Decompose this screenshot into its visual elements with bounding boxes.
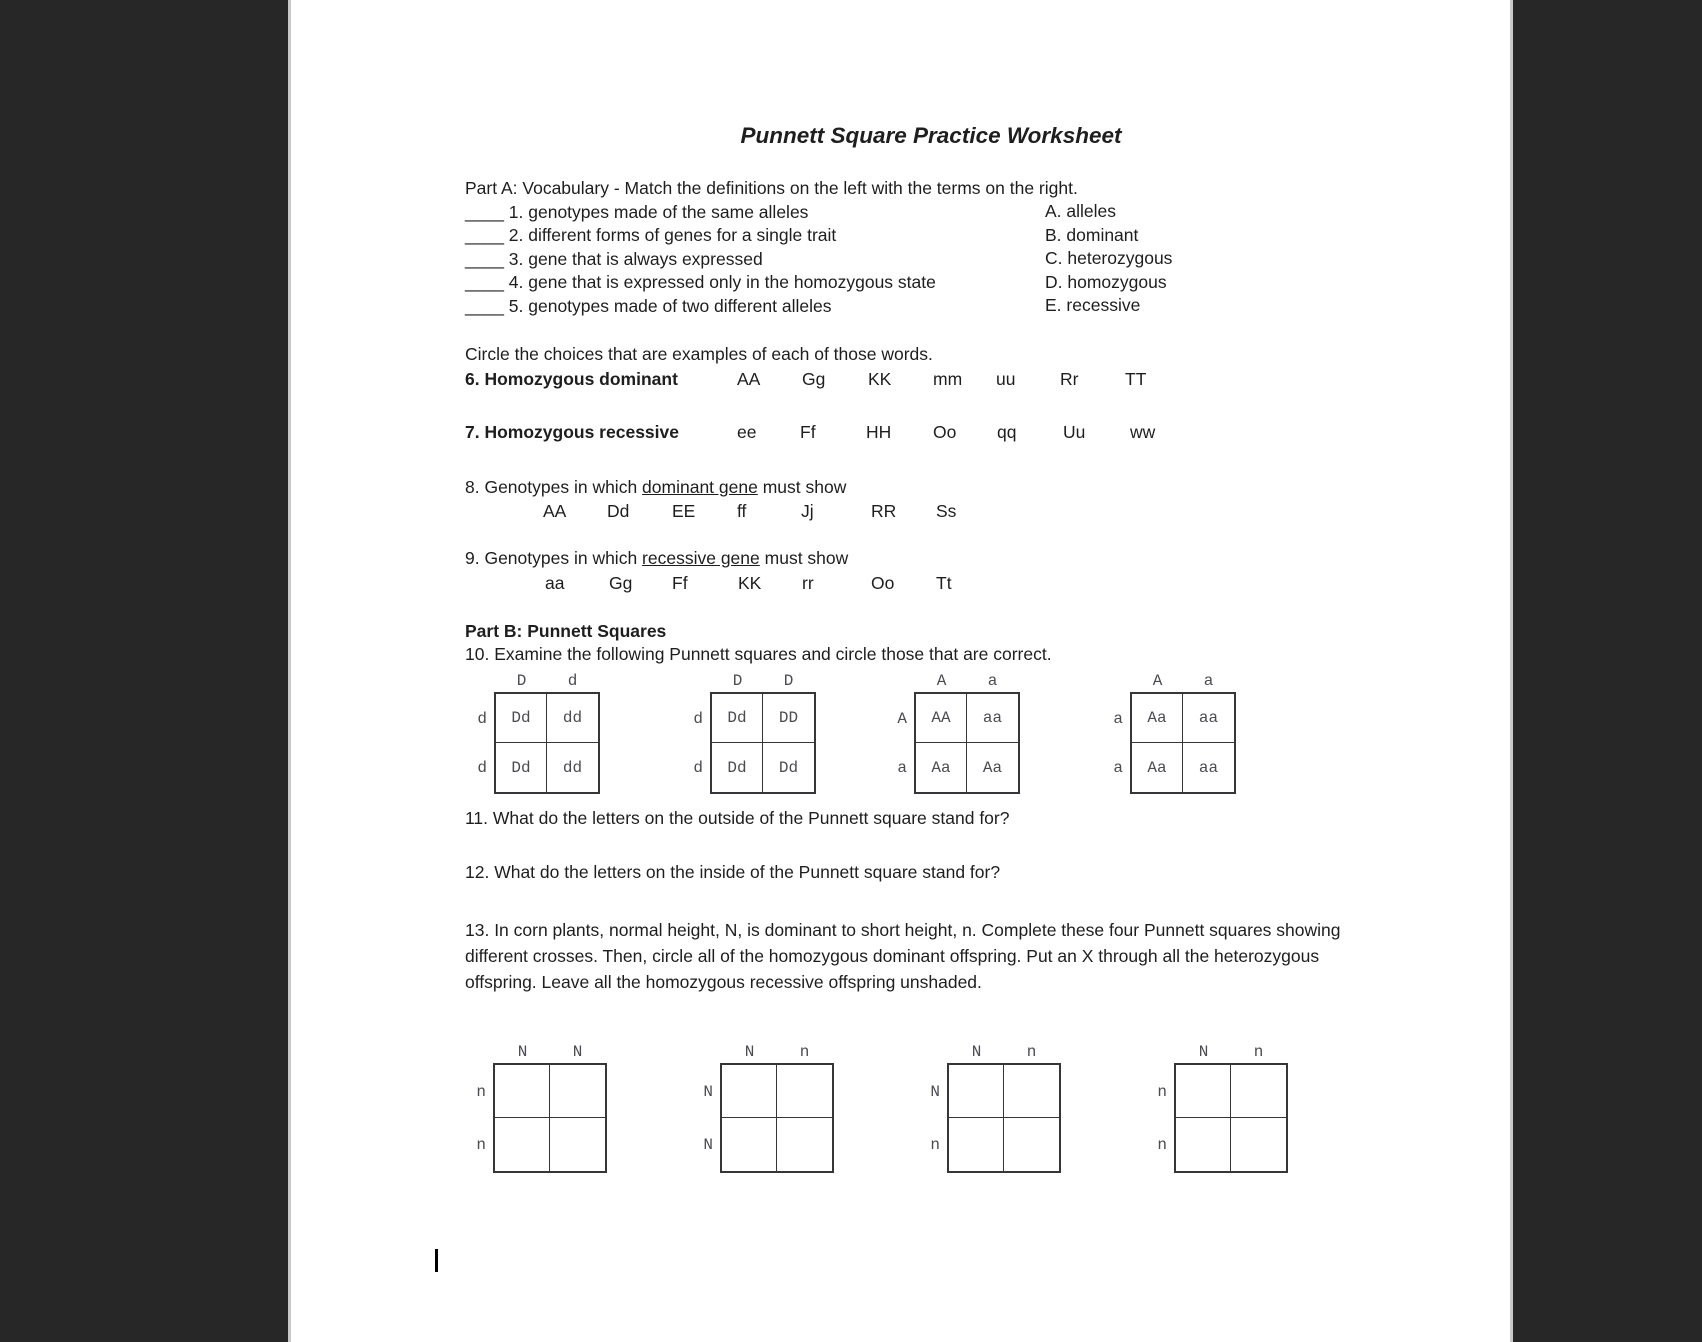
worksheet-title: Punnett Square Practice Worksheet xyxy=(740,123,1122,148)
punnett-cell: Aa xyxy=(916,743,967,792)
part-a-heading: Part A: Vocabulary - Match the definitions on the left with the terms on the right. xyxy=(465,178,1078,198)
q8-option: Dd xyxy=(607,501,630,521)
punnett-col-label: A xyxy=(936,672,947,690)
vocab-item-3: ____ 3. gene that is always expressed xyxy=(465,248,763,269)
q7-option: Uu xyxy=(1063,422,1086,442)
punnett-row-label: d xyxy=(477,709,487,728)
q6-option: uu xyxy=(996,369,1016,389)
q8-option: RR xyxy=(871,501,897,521)
punnett-col-label: d xyxy=(567,672,578,690)
punnett-cell: dd xyxy=(562,758,583,777)
q7-option: Oo xyxy=(933,422,957,442)
term-b: B. dominant xyxy=(1045,224,1139,245)
punnett-cell-empty[interactable] xyxy=(777,1118,832,1171)
punnett-cell: Aa xyxy=(982,758,1003,777)
punnett-cell-empty[interactable] xyxy=(1231,1118,1286,1171)
q9-option: Tt xyxy=(936,573,952,593)
punnett-grid xyxy=(914,692,1020,794)
punnett-row-label: d xyxy=(693,758,703,777)
punnett-row-label: d xyxy=(477,758,487,777)
question-7-row xyxy=(465,421,1465,444)
q9-suffix: must show xyxy=(759,548,849,568)
punnett-cell: Aa xyxy=(1132,694,1183,743)
q7-option: ee xyxy=(737,422,757,442)
punnett-square-q13-1 xyxy=(469,1043,607,1173)
punnett-grid xyxy=(720,1063,834,1173)
punnett-col-label: N xyxy=(1198,1043,1209,1061)
q7-option: ww xyxy=(1130,422,1156,442)
q9-option: Gg xyxy=(609,573,633,593)
punnett-row-label: n xyxy=(1157,1082,1167,1101)
punnett-cell-empty[interactable] xyxy=(722,1065,777,1118)
punnett-cell: DD xyxy=(763,694,814,743)
q9-option: Ff xyxy=(672,573,688,593)
term-e: E. recessive xyxy=(1045,295,1141,315)
punnett-col-label: n xyxy=(1026,1043,1037,1061)
punnett-row-label: N xyxy=(703,1135,713,1154)
punnett-cell: dd xyxy=(547,694,598,743)
q8-option: EE xyxy=(672,501,696,521)
q7-option: Ff xyxy=(800,422,816,442)
punnett-cell-empty[interactable] xyxy=(1004,1065,1059,1118)
punnett-cell: Dd xyxy=(712,743,763,792)
part-b-heading: Part B: Punnett Squares xyxy=(465,621,667,641)
q9-option: rr xyxy=(802,573,814,593)
vocab-item-4: ____ 4. gene that is expressed only in the homozygous state xyxy=(465,272,936,292)
punnett-col-label: n xyxy=(1253,1043,1264,1061)
q9-option: KK xyxy=(738,573,762,593)
punnett-cell: AA xyxy=(916,694,967,743)
punnett-grid xyxy=(710,692,816,794)
punnett-col-label: D xyxy=(516,672,527,690)
q8-option: Jj xyxy=(801,501,814,521)
q7-option: HH xyxy=(866,422,892,442)
punnett-square-q13-3 xyxy=(923,1043,1061,1173)
punnett-square-q10-2 xyxy=(686,671,816,794)
question-6-row xyxy=(465,368,1465,391)
punnett-col-label: a xyxy=(987,672,998,690)
punnett-cell-empty[interactable] xyxy=(722,1118,777,1171)
punnett-cell: Dd xyxy=(712,694,763,743)
punnett-cell: Dd xyxy=(496,743,547,792)
punnett-row-label: A xyxy=(897,709,907,728)
q8-option: AA xyxy=(543,501,567,521)
q6-option: Rr xyxy=(1060,369,1079,389)
punnett-row-label: N xyxy=(930,1082,940,1101)
q9-underlined: recessive gene xyxy=(642,548,760,568)
q6-option: AA xyxy=(737,369,761,389)
punnett-row-label: n xyxy=(930,1135,940,1154)
punnett-cell: Aa xyxy=(1132,743,1183,792)
punnett-row-label: a xyxy=(1113,709,1123,728)
punnett-col-label: N xyxy=(744,1043,755,1061)
punnett-cell: aa xyxy=(967,694,1018,743)
part-a-section xyxy=(465,177,1078,318)
punnett-cell-empty[interactable] xyxy=(495,1118,550,1171)
q6-option: Gg xyxy=(802,369,826,389)
punnett-square-q10-1 xyxy=(470,671,600,794)
punnett-cell-empty[interactable] xyxy=(1231,1065,1286,1118)
punnett-col-label: A xyxy=(1152,672,1163,690)
q6-option: mm xyxy=(933,369,963,389)
q6-option: KK xyxy=(868,369,892,389)
term-d: D. homozygous xyxy=(1045,271,1167,292)
circle-intro: Circle the choices that are examples of each of those words. xyxy=(465,344,933,364)
q8-option: Ss xyxy=(936,501,957,521)
text-insertion-cursor xyxy=(435,1249,438,1272)
q9-option: aa xyxy=(545,573,565,593)
question-13: 13. In corn plants, normal height, N, is dominant to short height, n. Complete these four Punnett squares showing different crosses. Then, circle all of the homozygous dominant offspring. Put an X through all the heterozygous offspring. Leave all the homozygous recessive offspring unshaded. xyxy=(465,920,1341,992)
punnett-cell-empty[interactable] xyxy=(1176,1118,1231,1171)
question-9-options xyxy=(465,572,1465,595)
question-8 xyxy=(465,476,846,499)
q8-underlined: dominant gene xyxy=(642,477,758,497)
q8-suffix: must show xyxy=(757,477,847,497)
term-a: A. alleles xyxy=(1045,201,1117,221)
punnett-grid xyxy=(493,1063,607,1173)
punnett-square-q10-3 xyxy=(890,671,1020,794)
q9-prefix: 9. Genotypes in which xyxy=(465,548,643,568)
punnett-grid xyxy=(1174,1063,1288,1173)
punnett-grid xyxy=(494,692,600,794)
punnett-cell-empty[interactable] xyxy=(550,1065,605,1118)
vocab-item-5: ____ 5. genotypes made of two different alleles xyxy=(465,295,832,316)
q6-option: TT xyxy=(1125,369,1147,389)
punnett-row-label: a xyxy=(1113,758,1123,777)
punnett-cell-empty[interactable] xyxy=(550,1118,605,1171)
vocab-item-2: ____ 2. different forms of genes for a single trait xyxy=(465,225,837,245)
punnett-row-label: N xyxy=(703,1082,713,1101)
punnett-cell-empty[interactable] xyxy=(949,1065,1004,1118)
punnett-cell: Dd xyxy=(496,694,547,743)
punnett-cell: aa xyxy=(1183,694,1234,743)
punnett-row-label: n xyxy=(1157,1135,1167,1154)
document-page[interactable] xyxy=(288,0,1513,1342)
q9-option: Oo xyxy=(871,573,895,593)
punnett-col-label: N xyxy=(971,1043,982,1061)
punnett-square-q13-4 xyxy=(1150,1043,1288,1173)
punnett-col-label: N xyxy=(572,1043,583,1061)
punnett-col-label: n xyxy=(799,1043,810,1061)
punnett-cell: Dd xyxy=(778,758,799,777)
q7-option: qq xyxy=(997,422,1017,442)
punnett-grid xyxy=(1130,692,1236,794)
punnett-row-label: d xyxy=(693,709,703,728)
punnett-cell-empty[interactable] xyxy=(1176,1065,1231,1118)
question-10: 10. Examine the following Punnett squares and circle those that are correct. xyxy=(465,644,1052,664)
question-9 xyxy=(465,547,848,570)
punnett-cell-empty[interactable] xyxy=(495,1065,550,1118)
question-11: 11. What do the letters on the outside of the Punnett square stand for? xyxy=(465,808,1010,828)
term-c: C. heterozygous xyxy=(1045,248,1173,268)
vocab-item-1: ____ 1. genotypes made of the same alleles xyxy=(465,201,809,222)
punnett-cell-empty[interactable] xyxy=(1004,1118,1059,1171)
punnett-row-label: n xyxy=(476,1135,486,1154)
question-8-options xyxy=(465,500,1465,523)
q6-label: 6. Homozygous dominant xyxy=(465,369,678,389)
part-a-terms xyxy=(1045,200,1172,318)
punnett-row-label: a xyxy=(897,758,907,777)
punnett-square-q10-4 xyxy=(1106,671,1236,794)
punnett-row-label: n xyxy=(476,1082,486,1101)
punnett-square-q13-2 xyxy=(696,1043,834,1173)
punnett-cell-empty[interactable] xyxy=(949,1118,1004,1171)
punnett-cell: aa xyxy=(1198,758,1219,777)
punnett-grid xyxy=(947,1063,1061,1173)
punnett-col-label: D xyxy=(783,672,794,690)
q8-prefix: 8. Genotypes in which xyxy=(465,477,643,497)
q8-option: ff xyxy=(737,501,747,521)
punnett-col-label: a xyxy=(1203,672,1214,690)
q7-label: 7. Homozygous recessive xyxy=(465,422,679,442)
punnett-col-label: N xyxy=(517,1043,528,1061)
punnett-col-label: D xyxy=(732,672,743,690)
question-12: 12. What do the letters on the inside of the Punnett square stand for? xyxy=(465,862,1001,882)
punnett-cell-empty[interactable] xyxy=(777,1065,832,1118)
